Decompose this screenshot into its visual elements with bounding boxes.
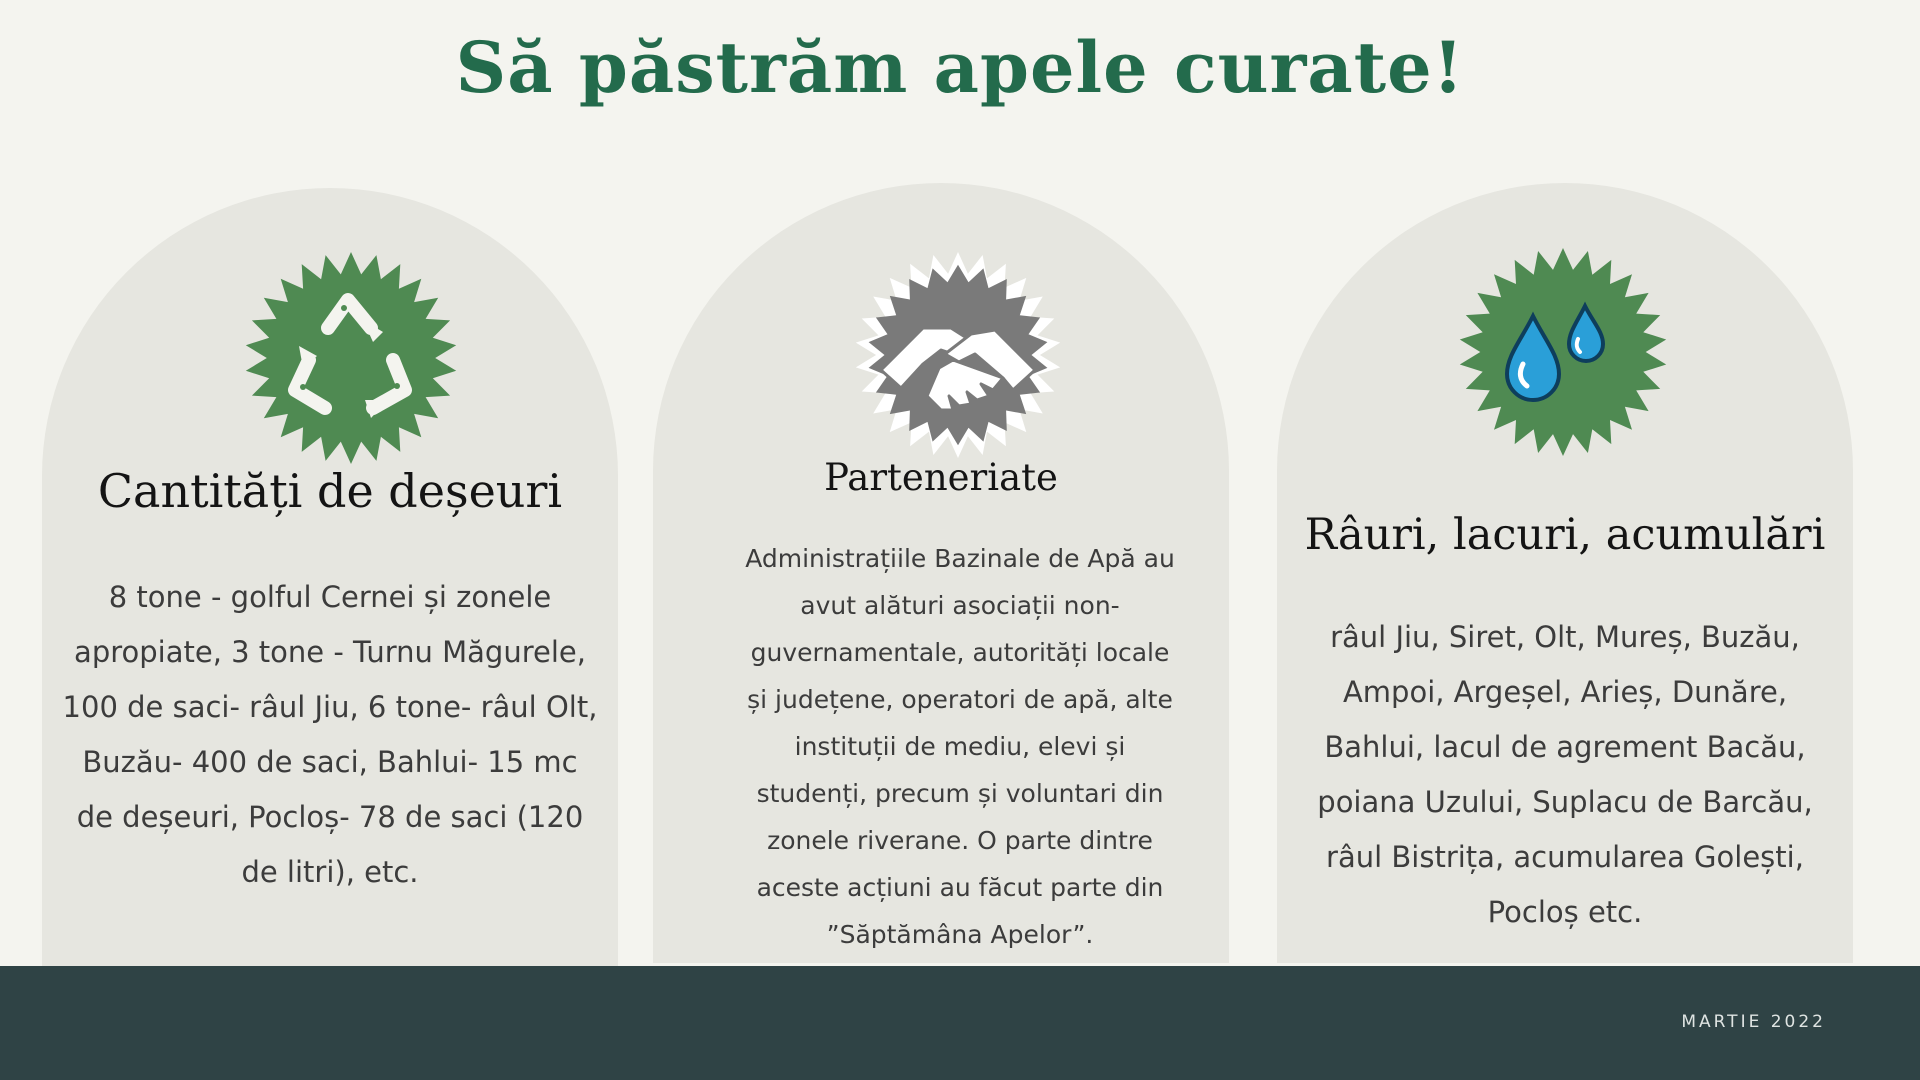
badge-burst (1460, 248, 1666, 456)
footer-bar (0, 966, 1920, 1080)
card-text: râul Jiu, Siret, Olt, Mureș, Buzău, Ampoi, Argeșel, Arieș, Dunăre, Bahlui, lacul de agrement Bacău, poiana Uzului, Suplacu de Barcău, râul Bistrița, acumularea Golești, Pocloș etc. (1317, 620, 1813, 929)
badge-burst (246, 252, 456, 464)
card-title: Parteneriate (824, 456, 1058, 499)
card-text: Administrațiile Bazinale de Apă au avut alături asociații non-guvernamentale, autorități locale și județene, operatori de apă, alte instituții de mediu, elevi și studenți, precum și voluntari din zonele riverane. O parte dintre aceste acțiuni au făcut parte din ”Săptămâna Apelor”. (745, 544, 1175, 949)
recycle-icon (243, 250, 459, 466)
card-text: 8 tone - golful Cernei și zonele apropiate, 3 tone - Turnu Măgurele, 100 de saci- râul Jiu, 6 tone- râul Olt, Buzău- 400 de saci, Bahlui- 15 mc de deșeuri, Pocloș- 78 de saci (120 de litri), etc. (62, 580, 598, 889)
footer-date: MARTIE 2022 (1681, 1012, 1826, 1032)
handshake-icon (853, 250, 1063, 460)
card-title: Cantități de deșeuri (97, 464, 563, 518)
card-title: Râuri, lacuri, acumulări (1304, 510, 1826, 560)
water-drops-icon (1457, 246, 1669, 458)
slide-title: Să păstrăm apele curate! (455, 26, 1465, 109)
